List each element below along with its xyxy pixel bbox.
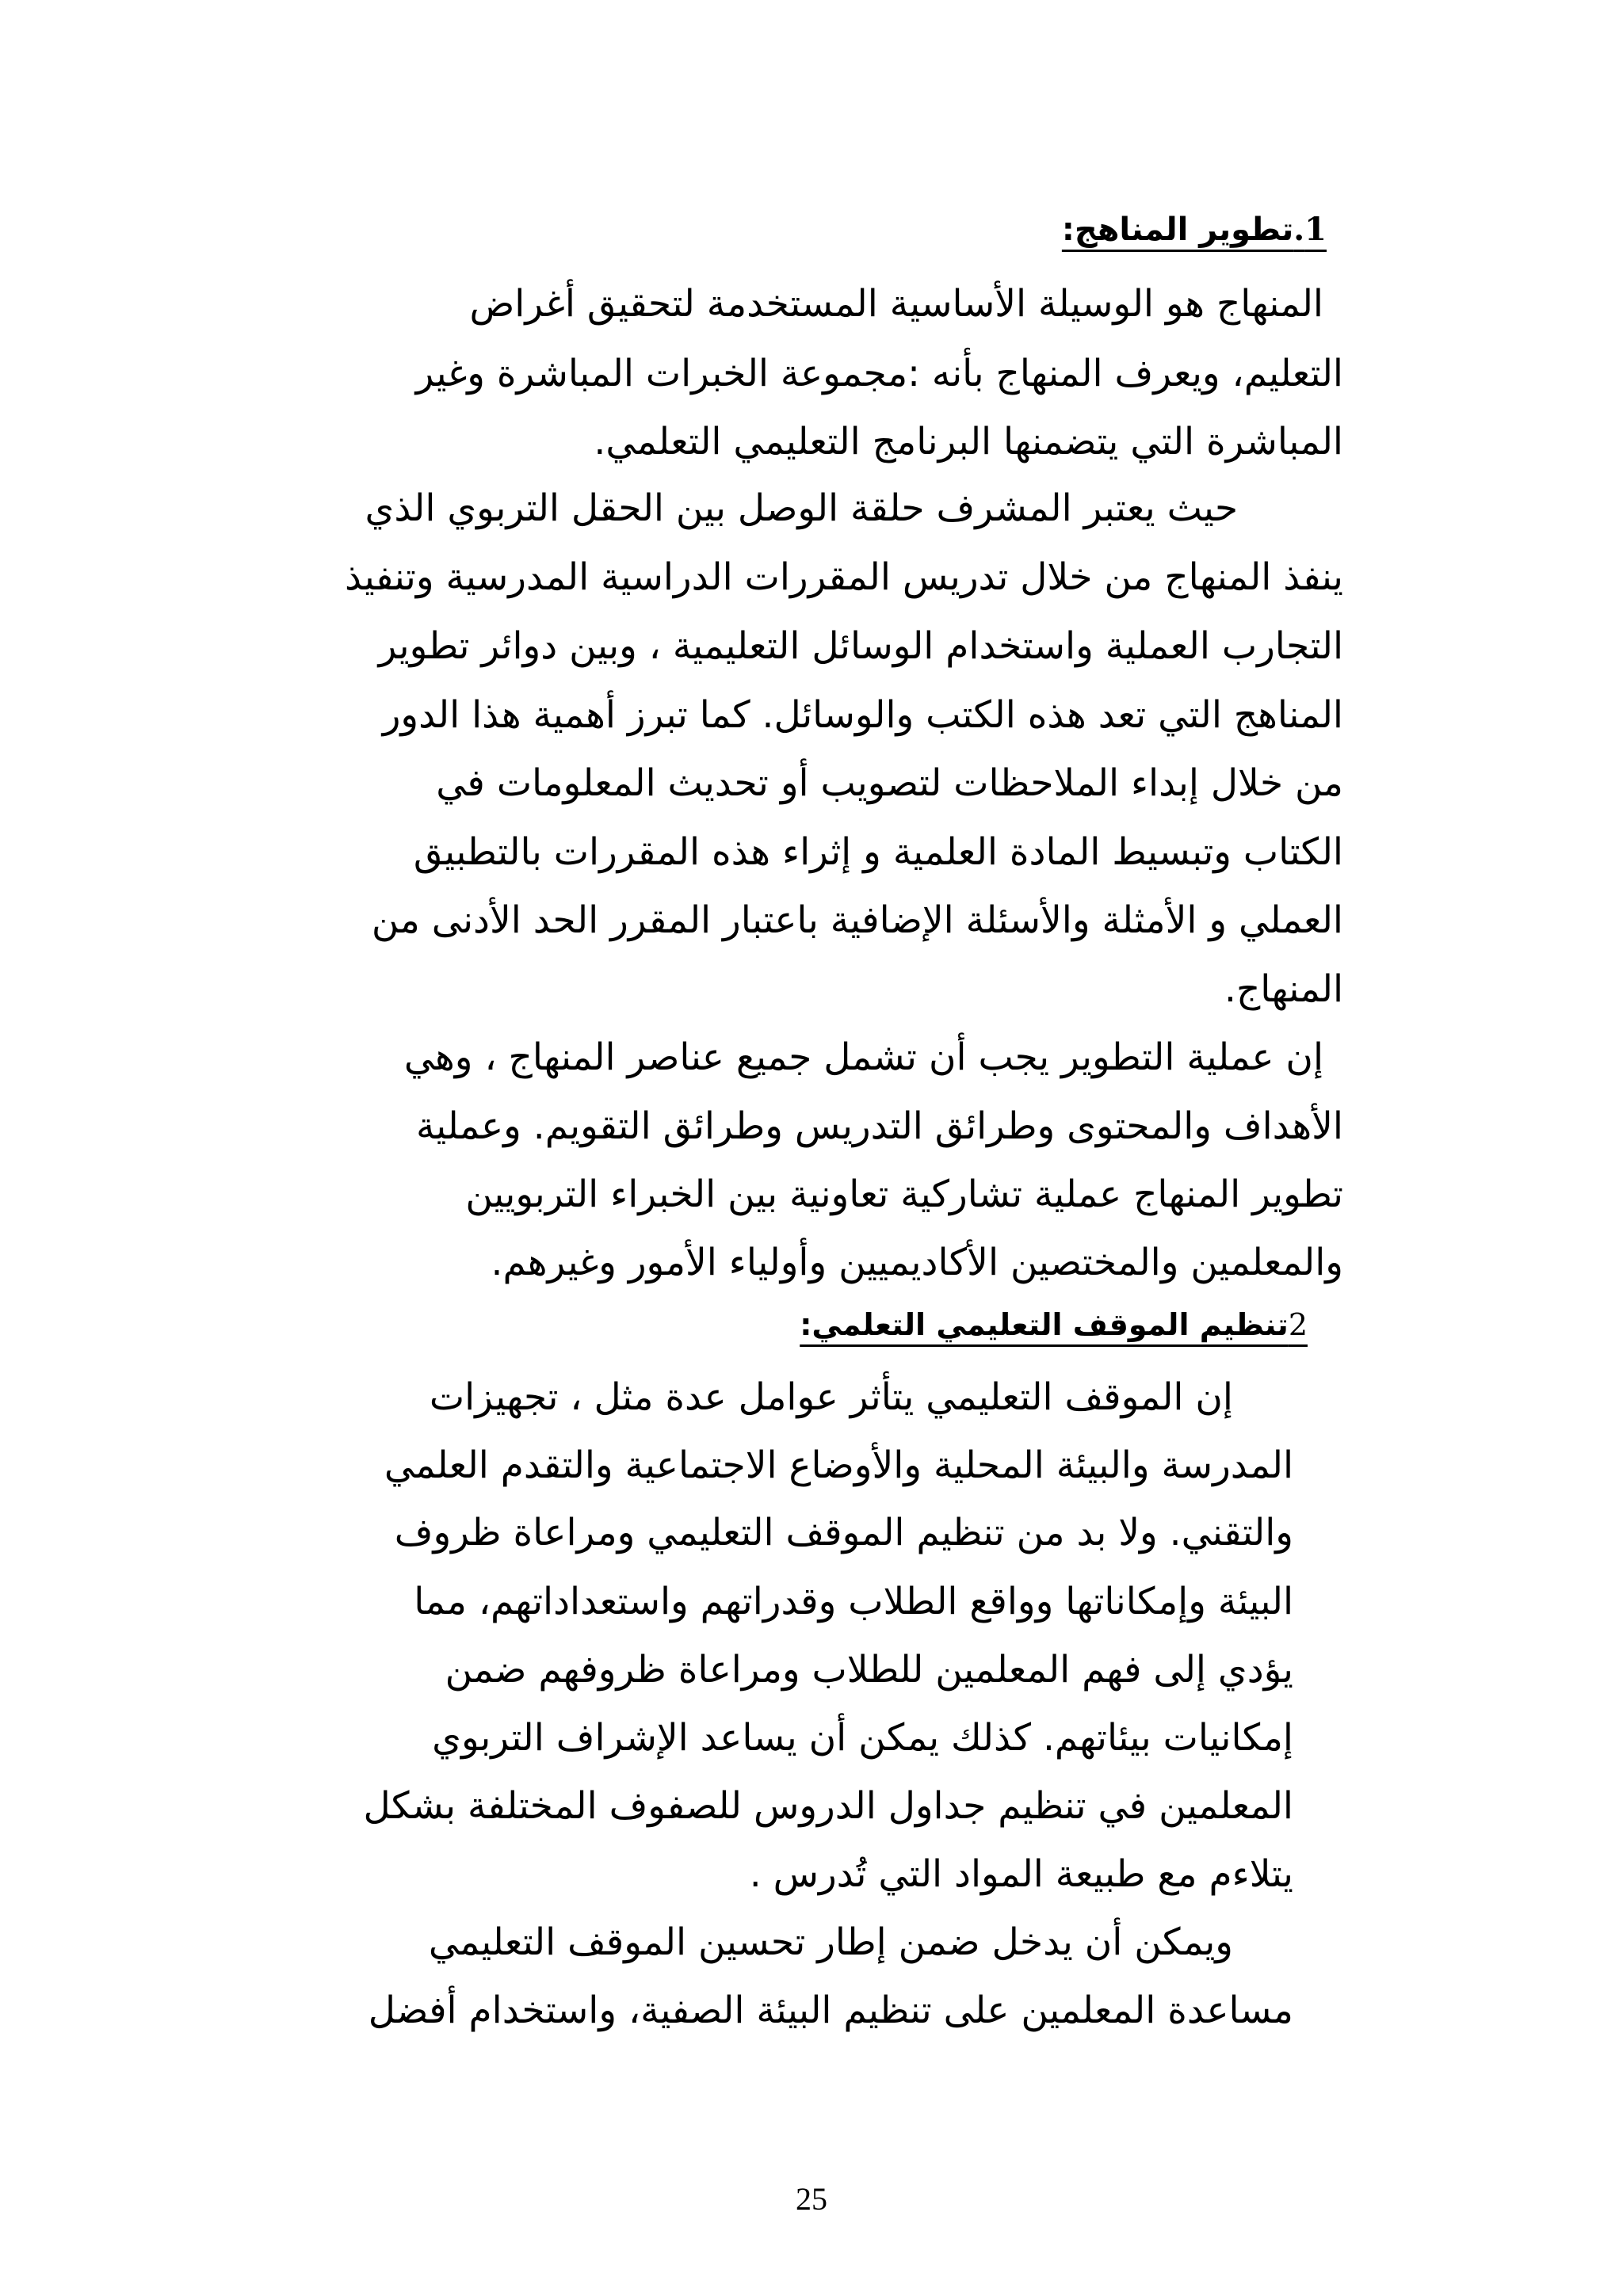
section-1-heading bbox=[1062, 211, 1327, 248]
section-1-line: المباشرة التي يتضمنها البرنامج التعليمي التعلمي. bbox=[594, 420, 1343, 463]
section-1-line: المنهاج. bbox=[1224, 967, 1343, 1011]
section-2-line: البيئة وإمكاناتها وواقع الطلاب وقدراتهم واستعداداتهم، مما bbox=[414, 1580, 1293, 1623]
section-2-line: يؤدي إلى فهم المعلمين للطلاب ومراعاة ظروفهم ضمن bbox=[445, 1648, 1293, 1691]
section-2-line: المدرسة والبيئة المحلية والأوضاع الاجتماعية والتقدم العلمي bbox=[384, 1444, 1293, 1487]
section-1-line: حيث يعتبر المشرف حلقة الوصل بين الحقل التربوي الذي bbox=[365, 486, 1238, 530]
section-1-line: الكتاب وتبسيط المادة العلمية و إثراء هذه المقررات بالتطبيق bbox=[413, 830, 1343, 874]
section-1-title: تطوير المناهج: bbox=[1061, 212, 1294, 248]
section-1-line: المنهاج هو الوسيلة الأساسية المستخدمة لتحقيق أغراض bbox=[469, 282, 1323, 326]
section-2-number: 2 bbox=[1288, 1307, 1308, 1342]
section-2-line: مساعدة المعلمين على تنظيم البيئة الصفية، واستخدام أفضل bbox=[368, 1989, 1293, 2032]
section-1-line: الأهداف والمحتوى وطرائق التدريس وطرائق التقويم. وعملية bbox=[415, 1104, 1343, 1148]
section-2-heading bbox=[800, 1307, 1308, 1342]
section-1-line: من خلال إبداء الملاحظات لتصويب أو تحديث المعلومات في bbox=[436, 761, 1343, 805]
section-1-line: والمعلمين والمختصين الأكاديميين وأولياء الأمور وغيرهم. bbox=[491, 1241, 1343, 1284]
section-2-title: تنظيم الموقف التعليمي التعلمي: bbox=[800, 1307, 1289, 1342]
section-1-line: العملي و الأمثلة والأسئلة الإضافية باعتبار المقرر الحد الأدنى من bbox=[371, 898, 1343, 942]
section-1-number: 1. bbox=[1293, 211, 1327, 248]
section-2-line: ويمكن أن يدخل ضمن إطار تحسين الموقف التعليمي bbox=[428, 1920, 1233, 1964]
section-1-line: المناهج التي تعد هذه الكتب والوسائل. كما تبرز أهمية هذا الدور bbox=[382, 693, 1343, 737]
section-2-line: المعلمين في تنظيم جداول الدروس للصفوف المختلفة بشكل bbox=[363, 1784, 1293, 1828]
page-number: 25 bbox=[796, 2181, 827, 2217]
section-2-line: يتلاءم مع طبيعة المواد التي تُدرس . bbox=[749, 1852, 1293, 1896]
section-2-line: إن الموقف التعليمي يتأثر عوامل عدة مثل ، تجهيزات bbox=[429, 1375, 1233, 1419]
section-1-line: ينفذ المنهاج من خلال تدريس المقررات الدراسية المدرسية وتنفيذ bbox=[344, 555, 1343, 599]
section-1-line: إن عملية التطوير يجب أن تشمل جميع عناصر المنهاج ، وهي bbox=[403, 1035, 1323, 1079]
section-2-line: إمكانيات بيئاتهم. كذلك يمكن أن يساعد الإشراف التربوي bbox=[432, 1716, 1293, 1760]
section-1-line: التجارب العملية واستخدام الوسائل التعليمية ، وبين دوائر تطوير bbox=[378, 624, 1343, 668]
section-1-line: التعليم، ويعرف المنهاج بأنه :مجموعة الخبرات المباشرة وغير bbox=[415, 352, 1343, 395]
section-2-line: والتقني. ولا بد من تنظيم الموقف التعليمي ومراعاة ظروف bbox=[394, 1511, 1293, 1554]
section-1-line: تطوير المنهاج عملية تشاركية تعاونية بين الخبراء التربويين bbox=[465, 1173, 1343, 1216]
